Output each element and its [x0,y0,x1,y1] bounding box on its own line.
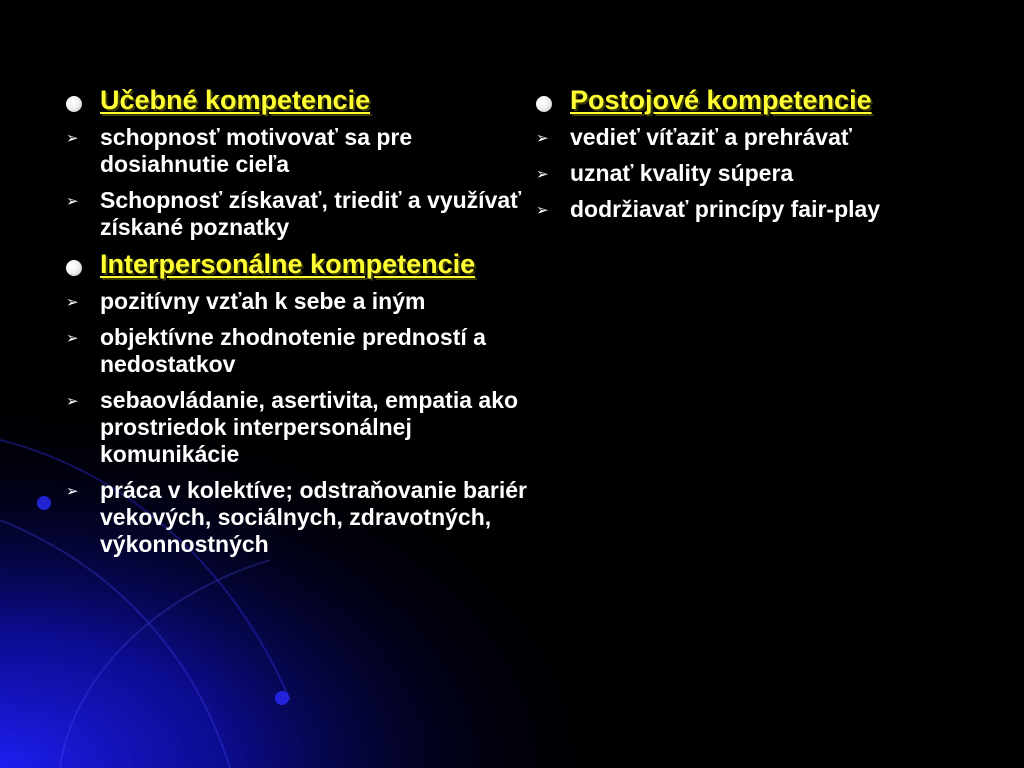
list-item [62,187,532,241]
list-item [62,288,532,315]
heading-text: Interpersonálne kompetencie [100,249,476,279]
list-item [62,324,532,378]
right-column [532,86,972,232]
section-heading [532,86,972,115]
arrowhead-bullet-icon: ➢ [66,392,79,410]
arrowhead-bullet-icon: ➢ [66,329,79,347]
list-item-text: objektívne zhodnotenie predností a nedostatkov [100,324,486,377]
arrowhead-bullet-icon: ➢ [66,482,79,500]
arrowhead-bullet-icon: ➢ [66,129,79,147]
left-column [62,86,532,567]
arrowhead-bullet-icon: ➢ [66,293,79,311]
heading-text: Učebné kompetencie [100,85,371,115]
arrowhead-bullet-icon: ➢ [536,165,549,183]
list-item-text: uznať kvality súpera [570,160,794,186]
list-item-text: dodržiavať princípy fair-play [570,196,881,222]
list-item-text: sebaovládanie, asertivita, empatia ako prostriedok interpersonálnej komunikácie [100,387,519,467]
list-item [532,160,972,187]
section-heading [62,250,532,279]
list-item [62,124,532,178]
disc-bullet-icon [66,96,82,112]
section-heading [62,86,532,115]
list-item-text: práca v kolektíve; odstraňovanie bariér vekových, sociálnych, zdravotných, výkonnostných [100,477,527,557]
heading-text: Postojové kompetencie [570,85,872,115]
list-item [532,124,972,151]
arrowhead-bullet-icon: ➢ [536,129,549,147]
list-item-text: Schopnosť získavať, triediť a využívať získané poznatky [100,187,522,240]
arrowhead-bullet-icon: ➢ [536,201,549,219]
list-item [62,477,532,558]
list-item-text: vedieť víťaziť a prehrávať [570,124,852,150]
disc-bullet-icon [66,260,82,276]
disc-bullet-icon [536,96,552,112]
list-item [62,387,532,468]
arrowhead-bullet-icon: ➢ [66,192,79,210]
list-item-text: schopnosť motivovať sa pre dosiahnutie cieľa [100,124,413,177]
list-item-text: pozitívny vzťah k sebe a iným [100,288,426,314]
list-item [532,196,972,223]
